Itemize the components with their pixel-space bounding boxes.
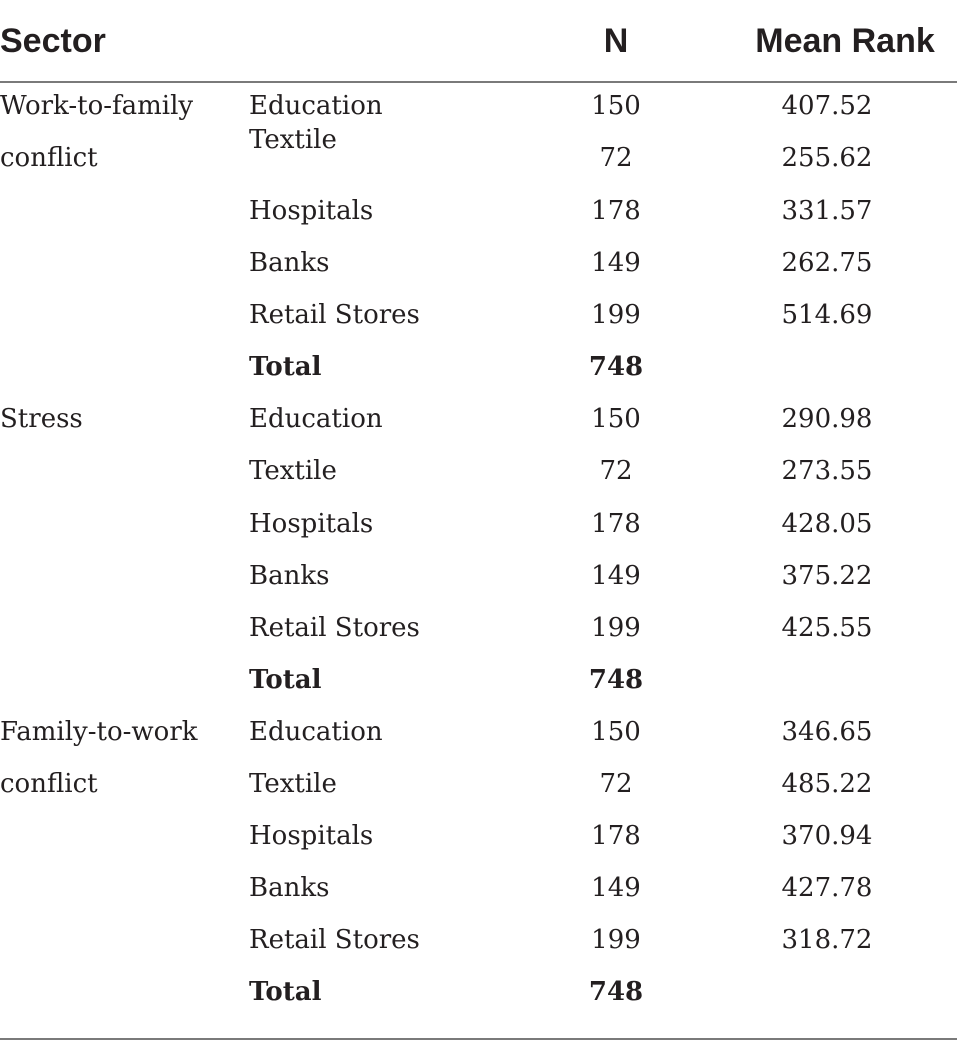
total-n: 748 (588, 665, 644, 695)
row-sector: Retail Stores (249, 300, 420, 330)
row-sector: Banks (249, 561, 330, 591)
header-n: N (603, 22, 629, 60)
row-mean-rank: 273.55 (781, 456, 873, 486)
row-mean-rank: 346.65 (781, 717, 873, 747)
row-sector: Banks (249, 248, 330, 278)
row-n: 149 (591, 873, 641, 903)
row-sector: Hospitals (249, 821, 374, 851)
row-n: 72 (599, 769, 633, 799)
row-sector: Hospitals (249, 196, 374, 226)
group-label-line2: conflict (0, 769, 98, 799)
row-sector: Retail Stores (249, 925, 420, 955)
row-mean-rank: 370.94 (781, 821, 873, 851)
row-n: 199 (591, 925, 641, 955)
row-mean-rank: 255.62 (781, 143, 873, 173)
row-mean-rank: 514.69 (781, 300, 873, 330)
total-n: 748 (588, 977, 644, 1007)
row-n: 150 (591, 91, 641, 121)
group-label-line1: Work-to-family (0, 91, 194, 121)
group-label-line1: Family-to-work (0, 717, 198, 747)
total-label: Total (249, 352, 322, 382)
row-n: 178 (591, 196, 641, 226)
row-mean-rank: 427.78 (781, 873, 873, 903)
row-sector: Banks (249, 873, 330, 903)
row-mean-rank: 428.05 (781, 509, 873, 539)
row-sector: Textile (249, 456, 337, 486)
row-sector: Education (249, 717, 383, 747)
row-mean-rank: 262.75 (781, 248, 873, 278)
row-mean-rank: 425.55 (781, 613, 873, 643)
row-mean-rank: 331.57 (781, 196, 873, 226)
row-n: 72 (599, 456, 633, 486)
row-n: 149 (591, 248, 641, 278)
row-mean-rank: 318.72 (781, 925, 873, 955)
row-sector: Retail Stores (249, 613, 420, 643)
row-n: 199 (591, 613, 641, 643)
row-n: 178 (591, 509, 641, 539)
row-n: 199 (591, 300, 641, 330)
group-label-line2: conflict (0, 143, 98, 173)
row-n: 149 (591, 561, 641, 591)
header-mean-rank: Mean Rank (755, 22, 935, 60)
row-sector: Textile (249, 125, 337, 155)
group-label-line1: Stress (0, 404, 83, 434)
header-divider (0, 81, 957, 83)
row-n: 178 (591, 821, 641, 851)
table-bottom-rule (0, 1038, 957, 1040)
total-label: Total (249, 977, 322, 1007)
row-n: 150 (591, 404, 641, 434)
header-sector: Sector (0, 22, 106, 60)
row-sector: Education (249, 91, 383, 121)
total-label: Total (249, 665, 322, 695)
row-mean-rank: 290.98 (781, 404, 873, 434)
row-n: 72 (599, 143, 633, 173)
row-n: 150 (591, 717, 641, 747)
row-sector: Textile (249, 769, 337, 799)
row-mean-rank: 485.22 (781, 769, 873, 799)
row-sector: Hospitals (249, 509, 374, 539)
row-mean-rank: 407.52 (781, 91, 873, 121)
total-n: 748 (588, 352, 644, 382)
row-sector: Education (249, 404, 383, 434)
table-header (0, 0, 957, 82)
row-mean-rank: 375.22 (781, 561, 873, 591)
